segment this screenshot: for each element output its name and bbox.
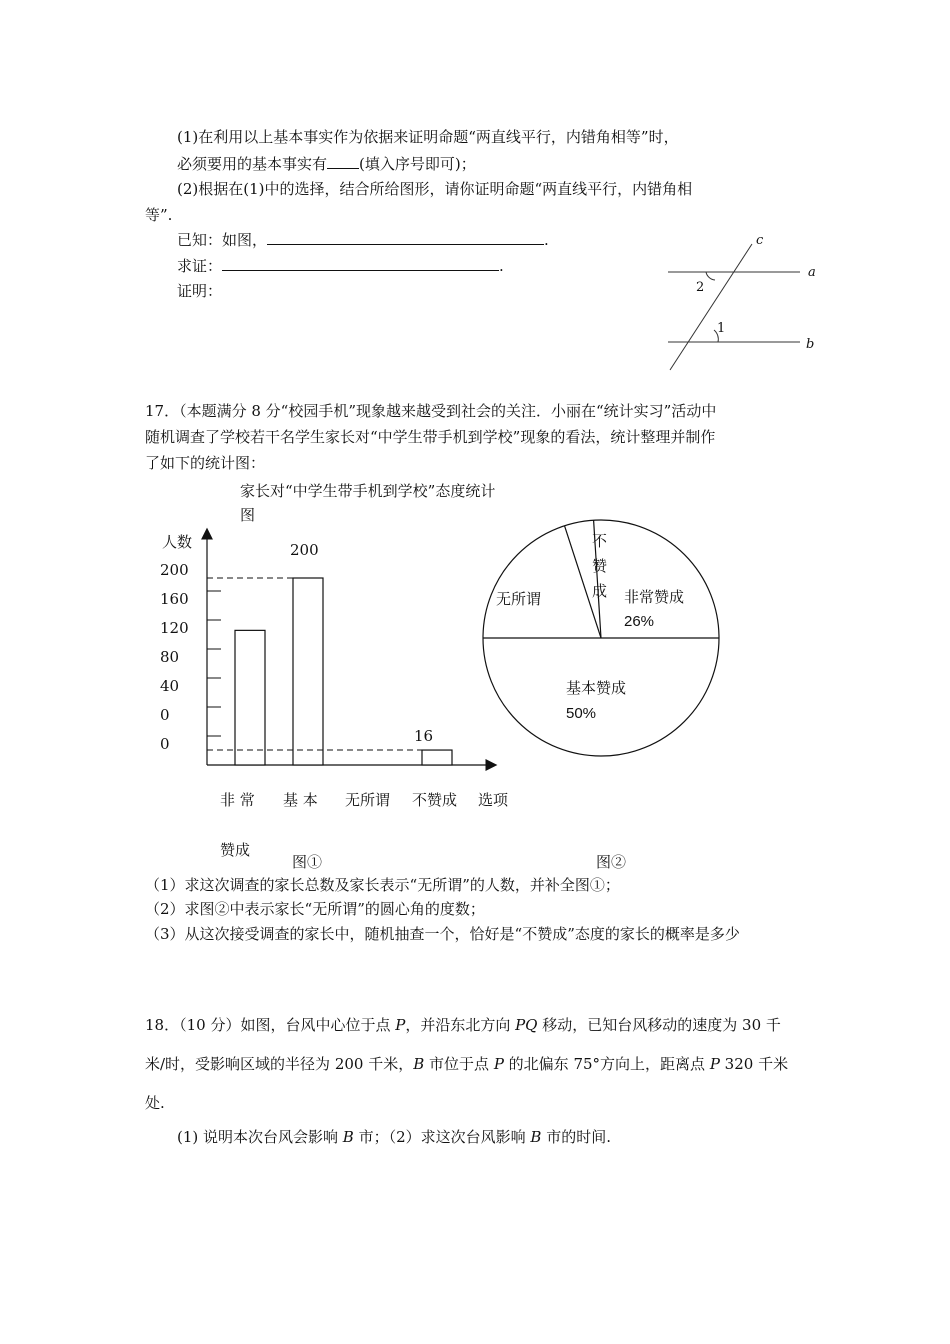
q18-city-b: B [413, 1055, 425, 1073]
q18-line2 [145, 1055, 788, 1073]
figure1-caption: 图① [292, 853, 323, 871]
angle2-label: 2 [696, 280, 705, 295]
line-c [670, 244, 752, 370]
y-tick-label-4: 40 [160, 677, 180, 695]
pie-percent-basic-approve: 50% [566, 705, 597, 722]
q18-line1-c: 移动，已知台风移动的速度为 30 千 [537, 1016, 781, 1034]
q17-intro-line3: 了如下的统计图： [145, 454, 266, 472]
q18-point-p-2: P [493, 1055, 504, 1073]
y-tick-label-3: 80 [160, 648, 180, 666]
y-tick-label-6: 0 [160, 735, 170, 753]
figure2-caption: 图② [596, 853, 627, 871]
x-category-label-indifferent: 无所谓 [345, 791, 391, 809]
pie-label-disapprove-char3: 成 [592, 582, 608, 600]
q18-line1 [145, 1016, 781, 1034]
line-b-label: b [806, 337, 815, 352]
q18-line4-b: 市；（2）求这次台风影响 [353, 1128, 531, 1146]
prove-answer-blank[interactable] [222, 256, 499, 271]
q17-intro-line1: 17．（本题满分 8 分“校园手机”现象越来越受到社会的关注．小丽在“统计实习”活动中 [145, 402, 717, 420]
known-label: 已知：如图， [177, 231, 268, 249]
bar-data-label-basic: 200 [290, 541, 319, 559]
y-tick-label-0: 200 [160, 561, 189, 579]
y-tick-label-5: 0 [160, 706, 170, 724]
bar-data-label-disapprove: 16 [414, 727, 434, 745]
q18-point-p: P [395, 1016, 406, 1034]
q18-line4 [177, 1128, 611, 1146]
pie-label-basic-approve: 基本赞成 [566, 679, 627, 697]
bar-very-approve [235, 630, 265, 765]
pie-label-indifferent: 无所谓 [496, 590, 542, 608]
x-category-label-very: 非 常 [220, 791, 255, 809]
q18-line2-b: 市位于点 [424, 1055, 494, 1073]
pie-chart [470, 510, 740, 780]
pie-label-disapprove-char2: 赞 [592, 557, 608, 575]
line-a-label: a [808, 265, 816, 280]
q17-subquestion-3: （3）从这次接受调查的家长中，随机抽查一个，恰好是“不赞成”态度的家长的概率是多少 [145, 925, 740, 943]
y-tick-label-1: 160 [160, 590, 189, 608]
prove-label: 求证： [177, 257, 223, 275]
q18-line3: 处. [145, 1094, 165, 1112]
chart-title-line1: 家长对“中学生带手机到学校”态度统计 [240, 482, 496, 500]
y-axis-label: 人数 [162, 533, 193, 551]
parallel-lines-figure [660, 232, 830, 382]
q18-city-b-3: B [530, 1128, 542, 1146]
q16-part1-line2-text: 必须要用的基本事实有 [177, 155, 328, 173]
prove-period: . [499, 257, 504, 275]
known-answer-blank[interactable] [267, 230, 544, 245]
y-tick-label-2: 120 [160, 619, 189, 637]
q18-line2-c: 的北偏东 75°方向上，距离点 [503, 1055, 710, 1073]
q18-city-b-2: B [342, 1128, 354, 1146]
q16-prove-row [177, 256, 504, 275]
q17-intro-line2: 随机调查了学校若干名学生家长对“中学生带手机到学校”现象的看法，统计整理并制作 [145, 428, 716, 446]
known-period: . [544, 231, 549, 249]
q18-direction-pq: PQ [515, 1016, 538, 1034]
q18-line4-c: 市的时间. [541, 1128, 611, 1146]
q16-part2-line1: (2)根据在(1)中的选择，结合所给图形，请你证明命题“两直线平行，内错角相 [177, 180, 693, 198]
q18-line4-a: (1) 说明本次台风会影响 [177, 1128, 343, 1146]
q17-subquestion-2: （2）求图②中表示家长“无所谓”的圆心角的度数； [145, 900, 485, 918]
q18-line2-d: 320 千米 [719, 1055, 789, 1073]
q18-point-p-3: P [709, 1055, 720, 1073]
pie-percent-very-approve: 26% [624, 613, 655, 630]
q16-part1-line1: (1)在利用以上基本事实作为依据来证明命题“两直线平行，内错角相等”时， [177, 128, 679, 146]
bar-basic [293, 578, 323, 765]
angle2-arc [706, 272, 715, 280]
answer-blank-basic-facts[interactable] [327, 154, 359, 169]
q16-part1-line2 [177, 154, 476, 173]
x-category-label-very-line2: 赞成 [220, 841, 251, 859]
x-category-label-disapprove: 不赞成 [412, 791, 458, 809]
line-c-label: c [756, 233, 764, 248]
pie-label-very-approve: 非常赞成 [624, 588, 685, 606]
x-axis-label: 选项 [478, 791, 509, 809]
q16-known-row [177, 230, 549, 249]
q16-part1-line2-hint: (填入序号即可)； [359, 155, 476, 173]
q16-part2-line2: 等”. [145, 206, 173, 224]
x-category-label-basic: 基 本 [283, 791, 318, 809]
q17-subquestion-1: （1）求这次调查的家长总数及家长表示“无所谓”的人数，并补全图①； [145, 876, 620, 894]
proof-label: 证明： [177, 282, 223, 300]
angle1-label: 1 [717, 321, 726, 336]
chart-title-line2: 图 [240, 506, 256, 524]
pie-label-disapprove-char1: 不 [592, 532, 608, 550]
q18-line1-b: ，并沿东北方向 [405, 1016, 516, 1034]
q18-line1-a: 18．（10 分）如图，台风中心位于点 [145, 1016, 396, 1034]
q18-line2-a: 米/时，受影响区域的半径为 200 千米， [145, 1055, 414, 1073]
bar-disapprove [422, 750, 452, 765]
